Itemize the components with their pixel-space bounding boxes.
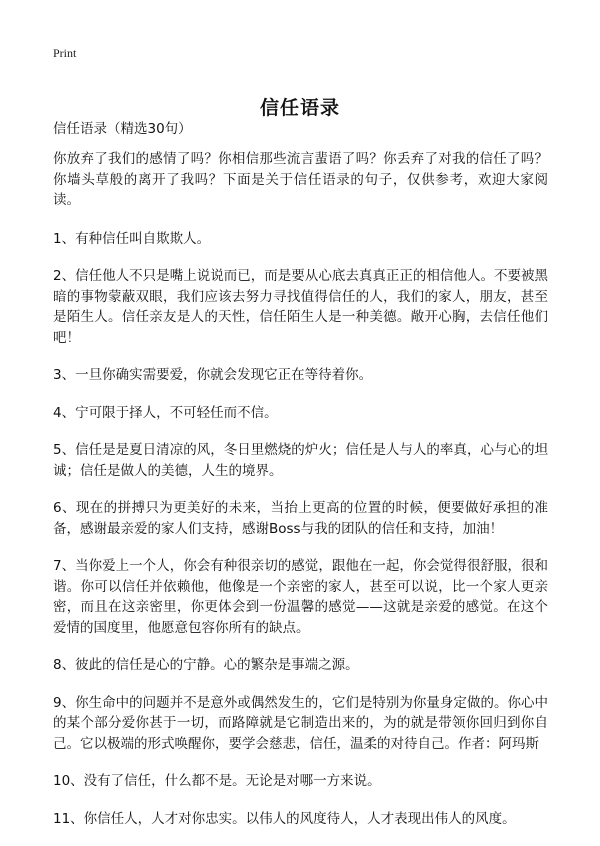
quote-item-5: 5、信任是是夏日清凉的风，冬日里燃烧的炉火；信任是人与人的率真，心与心的坦诚；信任是做人的美德，人生的境界。 (53, 442, 548, 479)
article-intro: 你放弃了我们的感情了吗？你相信那些流言蜚语了吗？你丢弃了对我的信任了吗？你墙头草般的离开了我吗？下面是关于信任语录的句子，仅供参考，欢迎大家阅读。 (53, 151, 548, 208)
quote-item-4: 4、宁可限于择人，不可轻任而不信。 (53, 404, 278, 421)
print-link[interactable]: Print (53, 46, 77, 60)
quote-item-1: 1、有种信任叫自欺欺人。 (53, 230, 211, 247)
article-subtitle: 信任语录（精选30句） (53, 121, 192, 137)
article-body (53, 119, 548, 846)
quote-item-10: 10、没有了信任，什么都不是。无论是对哪一方来说。 (53, 773, 381, 789)
page-title: 信任语录 (259, 96, 340, 119)
quote-item-8: 8、彼此的信任是心的宁静。心的繁杂是事端之源。 (53, 657, 359, 673)
quote-item-3: 3、一旦你确实需要爱，你就会发现它正在等待着你。 (53, 367, 373, 383)
quote-item-9: 9、你生命中的问题并不是意外或偶然发生的，它们是特别为你量身定做的。你心中的某个部分爱你甚于一切，而路障就是它制造出来的，为的就是带领你回归到你自己。它以极端的形式唤醒你，要学会慈悲，信任，温柔的对待自己。作者：阿玛斯 (53, 694, 548, 752)
quote-item-2: 2、信任他人不只是嘴上说说而已，而是要从心底去真真正正的相信他人。不要被黑暗的事物蒙蔽双眼，我们应该去努力寻找值得信任的人，我们的家人，朋友，甚至是陌生人。信任亲友是人的天性，信任陌生人是一种美德。敞开心胸，去信任他们吧！ (53, 268, 548, 346)
quote-item-11: 11、你信任人，人才对你忠实。以伟人的风度待人，人才表现出伟人的风度。 (53, 810, 516, 827)
quote-item-6: 6、现在的拼搏只为更美好的未来，当抬上更高的位置的时候，便要做好承担的准备，感谢最亲爱的家人们支持，感谢Boss与我的团队的信任和支持，加油！ (53, 500, 548, 537)
quote-item-7: 7、当你爱上一个人，你会有种很亲切的感觉，跟他在一起，你会觉得很舒服，很和谐。你可以信任并依赖他，他像是一个亲密的家人，甚至可以说，比一个家人更亲密，而且在这亲密里，你更体会到一份温馨的感觉——这就是亲爱的感觉。在这个爱情的国度里，他愿意包容你所有的缺点。 (53, 558, 548, 636)
